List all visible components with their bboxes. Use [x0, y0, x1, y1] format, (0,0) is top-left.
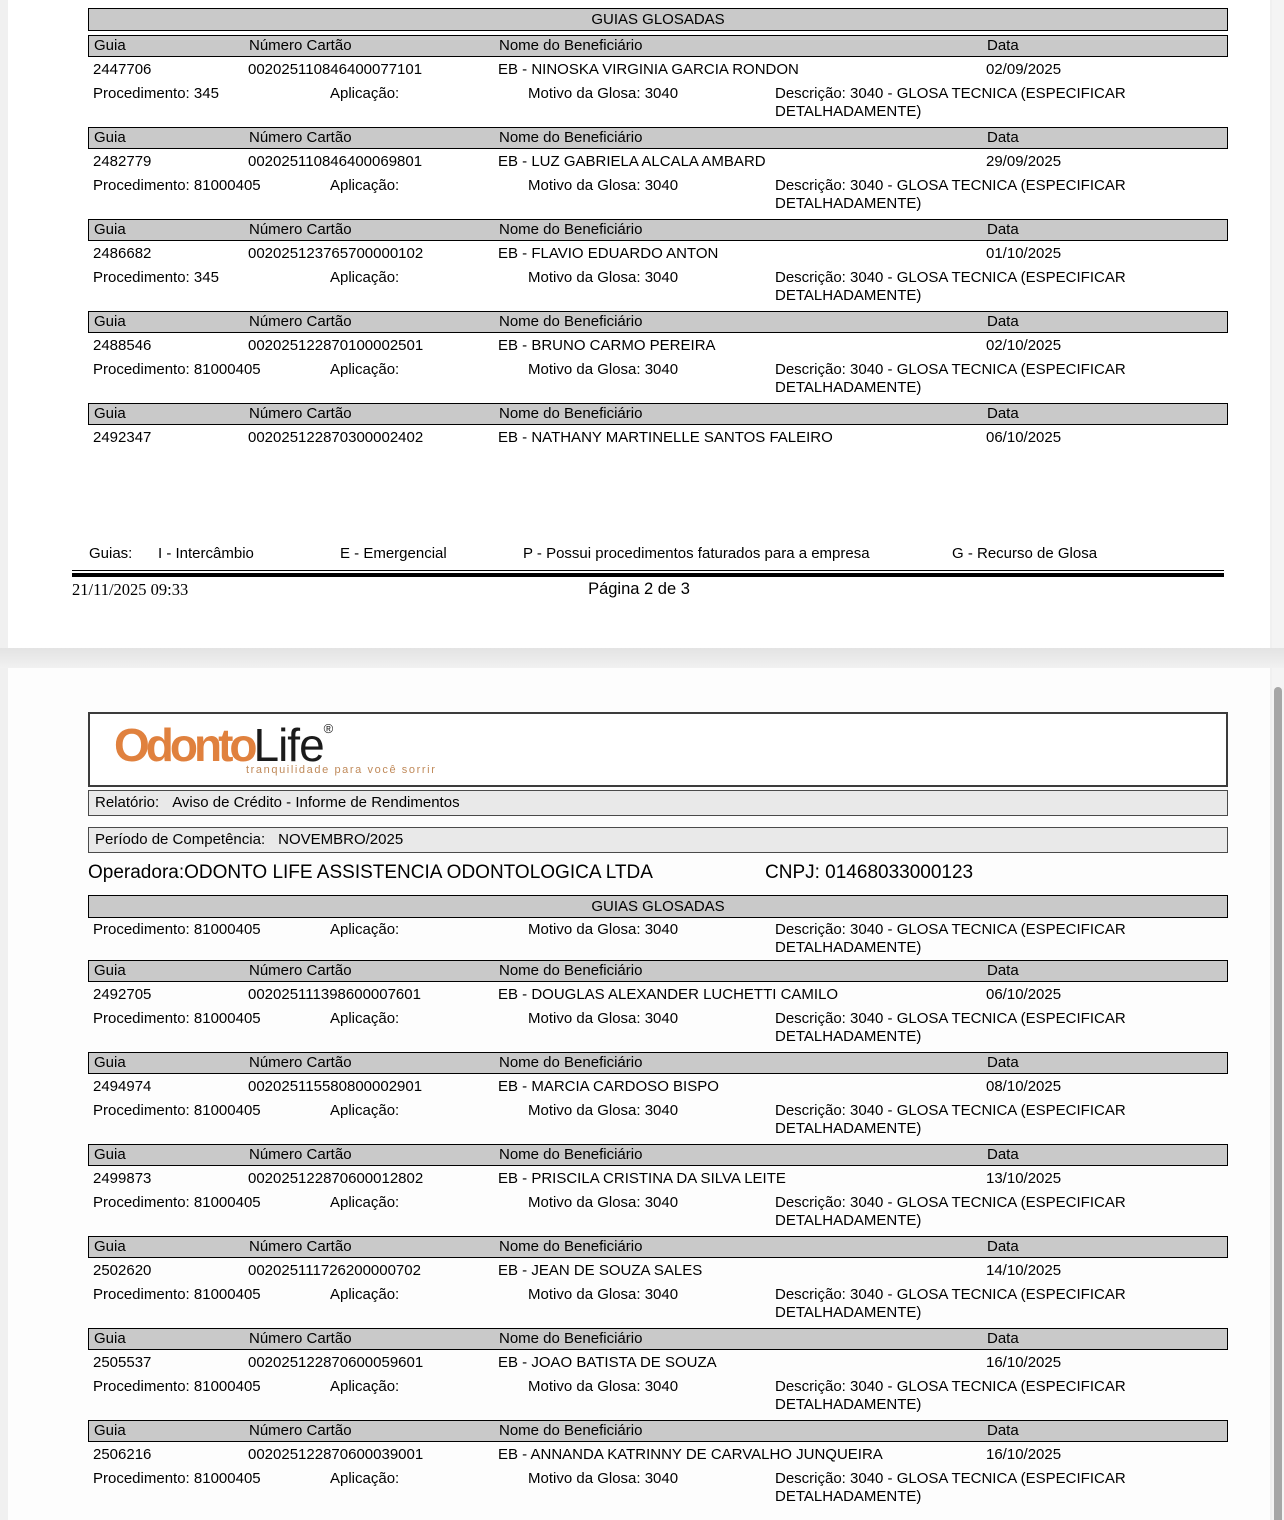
guia-number: 2447706 [93, 61, 152, 78]
guias-glosadas-title [88, 8, 1228, 31]
descricao-glosa: Descrição: 3040 - GLOSA TECNICA (ESPECIFICAR DETALHADAMENTE) [775, 177, 1126, 212]
aplicacao: Aplicação: [330, 1470, 400, 1487]
beneficiary-name: EB - PRISCILA CRISTINA DA SILVA LEITE [498, 1170, 786, 1187]
descricao-glosa: Descrição: 3040 - GLOSA TECNICA (ESPECIFICAR DETALHADAMENTE) [775, 1194, 1126, 1229]
cnpj-value: CNPJ: 01468033000123 [765, 862, 974, 883]
beneficiary-name: EB - JEAN DE SOUZA SALES [498, 1262, 703, 1279]
logo-registered-mark: ® [323, 721, 334, 736]
card-number: 002025123765700000102 [248, 245, 424, 262]
col-data: Data [987, 1330, 1019, 1347]
motivo-glosa: Motivo da Glosa: 3040 [528, 85, 679, 102]
column-header-row [88, 35, 1228, 57]
col-cartao: Número Cartão [249, 1146, 352, 1163]
column-header-row [88, 127, 1228, 149]
guia-number: 2505537 [93, 1354, 152, 1371]
relatorio-label: Relatório: [95, 794, 160, 811]
beneficiary-name: EB - MARCIA CARDOSO BISPO [498, 1078, 719, 1095]
aplicacao: Aplicação: [330, 1102, 400, 1119]
record-row [88, 1350, 1228, 1376]
procedure-row [88, 1284, 1228, 1324]
procedure-row [88, 1376, 1228, 1416]
guias-glosadas-table-p2 [88, 8, 1228, 451]
col-guia: Guia [94, 129, 126, 146]
beneficiary-name: EB - BRUNO CARMO PEREIRA [498, 337, 716, 354]
motivo-glosa: Motivo da Glosa: 3040 [528, 1470, 679, 1487]
beneficiary-name: EB - ANNANDA KATRINNY DE CARVALHO JUNQUEIRA [498, 1446, 883, 1463]
motivo-glosa: Motivo da Glosa: 3040 [528, 1010, 679, 1027]
report-type-bar [88, 790, 1228, 816]
logo-life-text: Life [253, 719, 324, 771]
table-title-label: GUIAS GLOSADAS [591, 11, 725, 28]
column-header-row [88, 1420, 1228, 1442]
procedure-row [88, 83, 1228, 123]
aplicacao: Aplicação: [330, 361, 400, 378]
motivo-glosa: Motivo da Glosa: 3040 [528, 1378, 679, 1395]
col-nome: Nome do Beneficiário [499, 37, 643, 54]
record-row [88, 1442, 1228, 1468]
procedimento: Procedimento: 345 [93, 269, 219, 286]
col-cartao: Número Cartão [249, 1054, 352, 1071]
col-cartao: Número Cartão [249, 313, 352, 330]
record-date: 14/10/2025 [986, 1262, 1062, 1279]
motivo-glosa: Motivo da Glosa: 3040 [528, 1286, 679, 1303]
scrollbar-thumb[interactable] [1274, 687, 1282, 1520]
column-header-row [88, 1052, 1228, 1074]
col-cartao: Número Cartão [249, 962, 352, 979]
procedure-row [88, 1468, 1228, 1508]
legend-title: Guias: [89, 545, 133, 562]
aplicacao: Aplicação: [330, 1010, 400, 1027]
guias-glosadas-table-p3 [88, 956, 1228, 1508]
aplicacao: Aplicação: [330, 1286, 400, 1303]
descricao-glosa: Descrição: 3040 - GLOSA TECNICA (ESPECIFICAR DETALHADAMENTE) [775, 1286, 1126, 1321]
col-guia: Guia [94, 221, 126, 238]
col-cartao: Número Cartão [249, 221, 352, 238]
card-number: 002025122870600039001 [248, 1446, 424, 1463]
col-nome: Nome do Beneficiário [499, 1054, 643, 1071]
footer-page-number: Página 2 de 3 [588, 580, 690, 598]
descricao-glosa: Descrição: 3040 - GLOSA TECNICA (ESPECIFICAR DETALHADAMENTE) [775, 921, 1126, 956]
procedure-row [88, 175, 1228, 215]
col-cartao: Número Cartão [249, 1238, 352, 1255]
guias-glosadas-title-p3 [88, 895, 1228, 918]
footer-datetime: 21/11/2025 09:33 [72, 580, 189, 599]
procedimento: Procedimento: 345 [93, 85, 219, 102]
procedimento: Procedimento: 81000405 [93, 1470, 261, 1487]
record-row [88, 333, 1228, 359]
descricao-glosa: Descrição: 3040 - GLOSA TECNICA (ESPECIFICAR DETALHADAMENTE) [775, 1378, 1126, 1413]
record-row [88, 1166, 1228, 1192]
procedimento: Procedimento: 81000405 [93, 1378, 261, 1395]
motivo-glosa: Motivo da Glosa: 3040 [528, 361, 679, 378]
descricao-glosa: Descrição: 3040 - GLOSA TECNICA (ESPECIFICAR DETALHADAMENTE) [775, 269, 1126, 304]
motivo-glosa: Motivo da Glosa: 3040 [528, 269, 679, 286]
col-data: Data [987, 1054, 1019, 1071]
col-cartao: Número Cartão [249, 1330, 352, 1347]
periodo-label: Período de Competência: [95, 831, 266, 848]
col-nome: Nome do Beneficiário [499, 313, 643, 330]
motivo-glosa: Motivo da Glosa: 3040 [528, 921, 679, 938]
procedimento: Procedimento: 81000405 [93, 1286, 261, 1303]
card-number: 002025115580800002901 [248, 1078, 423, 1095]
record-date: 02/09/2025 [986, 61, 1062, 78]
motivo-glosa: Motivo da Glosa: 3040 [528, 1102, 679, 1119]
column-header-row [88, 960, 1228, 982]
procedimento: Procedimento: 81000405 [93, 921, 261, 938]
record-date: 16/10/2025 [986, 1446, 1062, 1463]
beneficiary-name: EB - DOUGLAS ALEXANDER LUCHETTI CAMILO [498, 986, 839, 1003]
operadora-value: ODONTO LIFE ASSISTENCIA ODONTOLOGICA LTDA [184, 862, 653, 883]
guia-number: 2502620 [93, 1262, 152, 1279]
card-number: 002025122870300002402 [248, 429, 424, 446]
logo-odonto-text: Odonto [114, 719, 254, 771]
beneficiary-name: EB - FLAVIO EDUARDO ANTON [498, 245, 719, 262]
col-nome: Nome do Beneficiário [499, 1146, 643, 1163]
aplicacao: Aplicação: [330, 921, 400, 938]
aplicacao: Aplicação: [330, 85, 400, 102]
record-row [88, 982, 1228, 1008]
descricao-glosa: Descrição: 3040 - GLOSA TECNICA (ESPECIFICAR DETALHADAMENTE) [775, 85, 1126, 120]
record-row [88, 1258, 1228, 1284]
guia-number: 2482779 [93, 153, 152, 170]
col-guia: Guia [94, 1330, 126, 1347]
col-nome: Nome do Beneficiário [499, 129, 643, 146]
relatorio-value: Aviso de Crédito - Informe de Rendimentos [172, 794, 460, 811]
guia-number: 2506216 [93, 1446, 152, 1463]
procedimento: Procedimento: 81000405 [93, 1102, 261, 1119]
logo-box [88, 712, 1228, 787]
beneficiary-name: EB - NATHANY MARTINELLE SANTOS FALEIRO [498, 429, 833, 446]
record-date: 08/10/2025 [986, 1078, 1062, 1095]
record-date: 16/10/2025 [986, 1354, 1062, 1371]
record-row [88, 1074, 1228, 1100]
col-nome: Nome do Beneficiário [499, 405, 643, 422]
periodo-value: NOVEMBRO/2025 [278, 831, 404, 848]
legend-intercambio: I - Intercâmbio [158, 545, 254, 562]
column-header-row [88, 1236, 1228, 1258]
descricao-glosa: Descrição: 3040 - GLOSA TECNICA (ESPECIFICAR DETALHADAMENTE) [775, 1470, 1126, 1505]
col-nome: Nome do Beneficiário [499, 221, 643, 238]
procedure-row [88, 1100, 1228, 1140]
page-gap [0, 648, 1284, 668]
table-title-label: GUIAS GLOSADAS [591, 898, 725, 915]
col-data: Data [987, 1146, 1019, 1163]
procedure-row [88, 1192, 1228, 1232]
card-number: 002025122870100002501 [248, 337, 424, 354]
card-number: 002025111398600007601 [248, 986, 421, 1003]
column-header-row [88, 403, 1228, 425]
col-data: Data [987, 962, 1019, 979]
competence-period-bar [88, 827, 1228, 853]
card-number: 002025110846400069801 [248, 153, 423, 170]
col-data: Data [987, 405, 1019, 422]
procedimento: Procedimento: 81000405 [93, 1194, 261, 1211]
record-row [88, 241, 1228, 267]
col-data: Data [987, 1422, 1019, 1439]
report-page-2 [8, 0, 1270, 648]
procedimento: Procedimento: 81000405 [93, 1010, 261, 1027]
guias-glosadas-title [88, 895, 1228, 918]
col-guia: Guia [94, 405, 126, 422]
record-date: 01/10/2025 [986, 245, 1062, 262]
guia-number: 2492705 [93, 986, 152, 1003]
col-data: Data [987, 129, 1019, 146]
col-guia: Guia [94, 1238, 126, 1255]
procedure-row [88, 1008, 1228, 1048]
card-number: 002025122870600012802 [248, 1170, 424, 1187]
descricao-glosa: Descrição: 3040 - GLOSA TECNICA (ESPECIFICAR DETALHADAMENTE) [775, 1010, 1126, 1045]
card-number: 002025122870600059601 [248, 1354, 424, 1371]
guia-number: 2488546 [93, 337, 152, 354]
motivo-glosa: Motivo da Glosa: 3040 [528, 1194, 679, 1211]
motivo-glosa: Motivo da Glosa: 3040 [528, 177, 679, 194]
legend-recurso-glosa: G - Recurso de Glosa [952, 545, 1098, 562]
record-date: 06/10/2025 [986, 429, 1062, 446]
operadora-label: Operadora: [88, 862, 185, 883]
guia-number: 2486682 [93, 245, 152, 262]
column-header-row [88, 219, 1228, 241]
legend-emergencial: E - Emergencial [340, 545, 447, 562]
col-data: Data [987, 37, 1019, 54]
beneficiary-name: EB - NINOSKA VIRGINIA GARCIA RONDON [498, 61, 799, 78]
operadora-line [88, 859, 1228, 887]
col-guia: Guia [94, 1054, 126, 1071]
col-data: Data [987, 313, 1019, 330]
record-row [88, 425, 1228, 451]
col-nome: Nome do Beneficiário [499, 962, 643, 979]
col-guia: Guia [94, 962, 126, 979]
report-page-3 [8, 668, 1270, 1520]
guia-number: 2492347 [93, 429, 152, 446]
record-row [88, 57, 1228, 83]
column-header-row [88, 311, 1228, 333]
col-guia: Guia [94, 1146, 126, 1163]
descricao-glosa: Descrição: 3040 - GLOSA TECNICA (ESPECIFICAR DETALHADAMENTE) [775, 361, 1126, 396]
footer-rule-thin [72, 570, 1224, 571]
record-date: 13/10/2025 [986, 1170, 1062, 1187]
card-number: 002025111726200000702 [248, 1262, 421, 1279]
col-guia: Guia [94, 1422, 126, 1439]
footer-rule-thick [72, 573, 1224, 577]
record-date: 02/10/2025 [986, 337, 1062, 354]
beneficiary-name: EB - JOAO BATISTA DE SOUZA [498, 1354, 717, 1371]
col-data: Data [987, 221, 1019, 238]
procedure-row [88, 919, 1228, 959]
procedure-row [88, 267, 1228, 307]
procedimento: Procedimento: 81000405 [93, 361, 261, 378]
aplicacao: Aplicação: [330, 177, 400, 194]
col-cartao: Número Cartão [249, 1422, 352, 1439]
col-nome: Nome do Beneficiário [499, 1330, 643, 1347]
legend-faturados: P - Possui procedimentos faturados para a empresa [523, 545, 870, 562]
logo-tagline: tranquilidade para você sorrir [246, 764, 437, 776]
record-date: 29/09/2025 [986, 153, 1062, 170]
scrollbar-track-top[interactable] [1272, 0, 1284, 648]
record-row [88, 149, 1228, 175]
col-nome: Nome do Beneficiário [499, 1238, 643, 1255]
col-data: Data [987, 1238, 1019, 1255]
record-date: 06/10/2025 [986, 986, 1062, 1003]
descricao-glosa: Descrição: 3040 - GLOSA TECNICA (ESPECIFICAR DETALHADAMENTE) [775, 1102, 1126, 1137]
odontolife-logo [114, 718, 436, 776]
card-number: 002025110846400077101 [248, 61, 423, 78]
col-cartao: Número Cartão [249, 129, 352, 146]
col-cartao: Número Cartão [249, 37, 352, 54]
col-guia: Guia [94, 313, 126, 330]
column-header-row [88, 1144, 1228, 1166]
legend-row [88, 545, 1238, 567]
column-header-row [88, 1328, 1228, 1350]
col-guia: Guia [94, 37, 126, 54]
aplicacao: Aplicação: [330, 1194, 400, 1211]
continuation-procedure-row [88, 919, 1228, 959]
col-cartao: Número Cartão [249, 405, 352, 422]
beneficiary-name: EB - LUZ GABRIELA ALCALA AMBARD [498, 153, 766, 170]
aplicacao: Aplicação: [330, 269, 400, 286]
procedimento: Procedimento: 81000405 [93, 177, 261, 194]
guia-number: 2494974 [93, 1078, 152, 1095]
aplicacao: Aplicação: [330, 1378, 400, 1395]
guia-number: 2499873 [93, 1170, 152, 1187]
procedure-row [88, 359, 1228, 399]
col-nome: Nome do Beneficiário [499, 1422, 643, 1439]
